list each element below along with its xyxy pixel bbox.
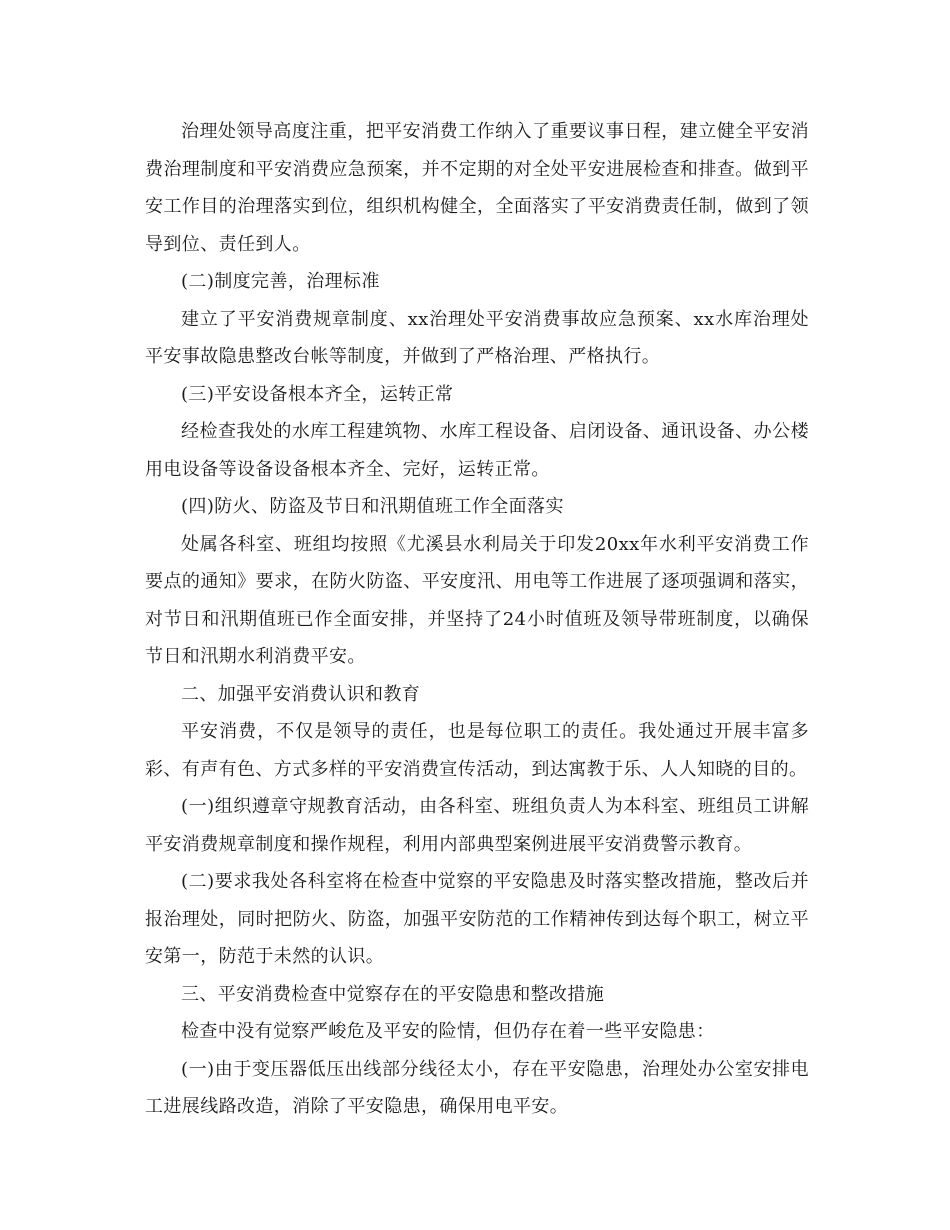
paragraph-13: 检查中没有觉察严峻危及平安的险情，但仍存在着一些平安隐患： bbox=[181, 1021, 715, 1042]
paragraph-12: 三、平安消费检查中觉察存在的平安隐患和整改措施 bbox=[181, 983, 605, 1005]
paragraph-9: 平安消费，不仅是领导的责任，也是每位职工的责任。我处通过开展丰富多彩、有声有色、方式多样的平安消费宣传活动，到达寓教于乐、人人知晓的目的。 bbox=[145, 721, 809, 780]
document-body bbox=[145, 113, 809, 1126]
paragraph-8: 二、加强平安消费认识和教育 bbox=[181, 683, 421, 705]
paragraph-11: (二)要求我处各科室将在检查中觉察的平安隐患及时落实整改措施，整改后并报治理处，同时把防火、防盗，加强平安防范的工作精神传到达每个职工，树立平安第一，防范于未然的认识。 bbox=[145, 871, 809, 967]
paragraph-3: 建立了平安消费规章制度、xx治理处平安消费事故应急预案、xx水库治理处平安事故隐患整改台帐等制度，并做到了严格治理、严格执行。 bbox=[145, 308, 809, 367]
paragraph-1: 治理处领导高度注重，把平安消费工作纳入了重要议事日程，建立健全平安消费治理制度和平安消费应急预案，并不定期的对全处平安进展检查和排查。做到平安工作目的治理落实到位，组织机构健全，全面落实了平安消费责任制，做到了领导到位、责任到人。 bbox=[145, 121, 809, 255]
paragraph-14: (一)由于变压器低压出线部分线径太小，存在平安隐患，治理处办公室安排电工进展线路改造，消除了平安隐患，确保用电平安。 bbox=[145, 1058, 809, 1117]
paragraph-4: (三)平安设备根本齐全，运转正常 bbox=[181, 383, 454, 405]
paragraph-7: 处属各科室、班组均按照《尤溪县水利局关于印发20xx年水利平安消费工作要点的通知》要求，在防火防盗、平安度汛、用电等工作进展了逐项强调和落实，对节日和汛期值班已作全面安排，并坚持了24小时值班及领导带班制度，以确保节日和汛期水利消费平安。 bbox=[145, 533, 809, 667]
paragraph-10: (一)组织遵章守规教育活动，由各科室、班组负责人为本科室、班组员工讲解平安消费规章制度和操作规程，利用内部典型案例进展平安消费警示教育。 bbox=[145, 796, 809, 855]
paragraph-5: 经检查我处的水库工程建筑物、水库工程设备、启闭设备、通讯设备、办公楼用电设备等设备设备根本齐全、完好，运转正常。 bbox=[145, 421, 809, 480]
paragraph-2: (二)制度完善，治理标准 bbox=[181, 271, 380, 292]
paragraph-6: (四)防火、防盗及节日和汛期值班工作全面落实 bbox=[181, 496, 564, 517]
